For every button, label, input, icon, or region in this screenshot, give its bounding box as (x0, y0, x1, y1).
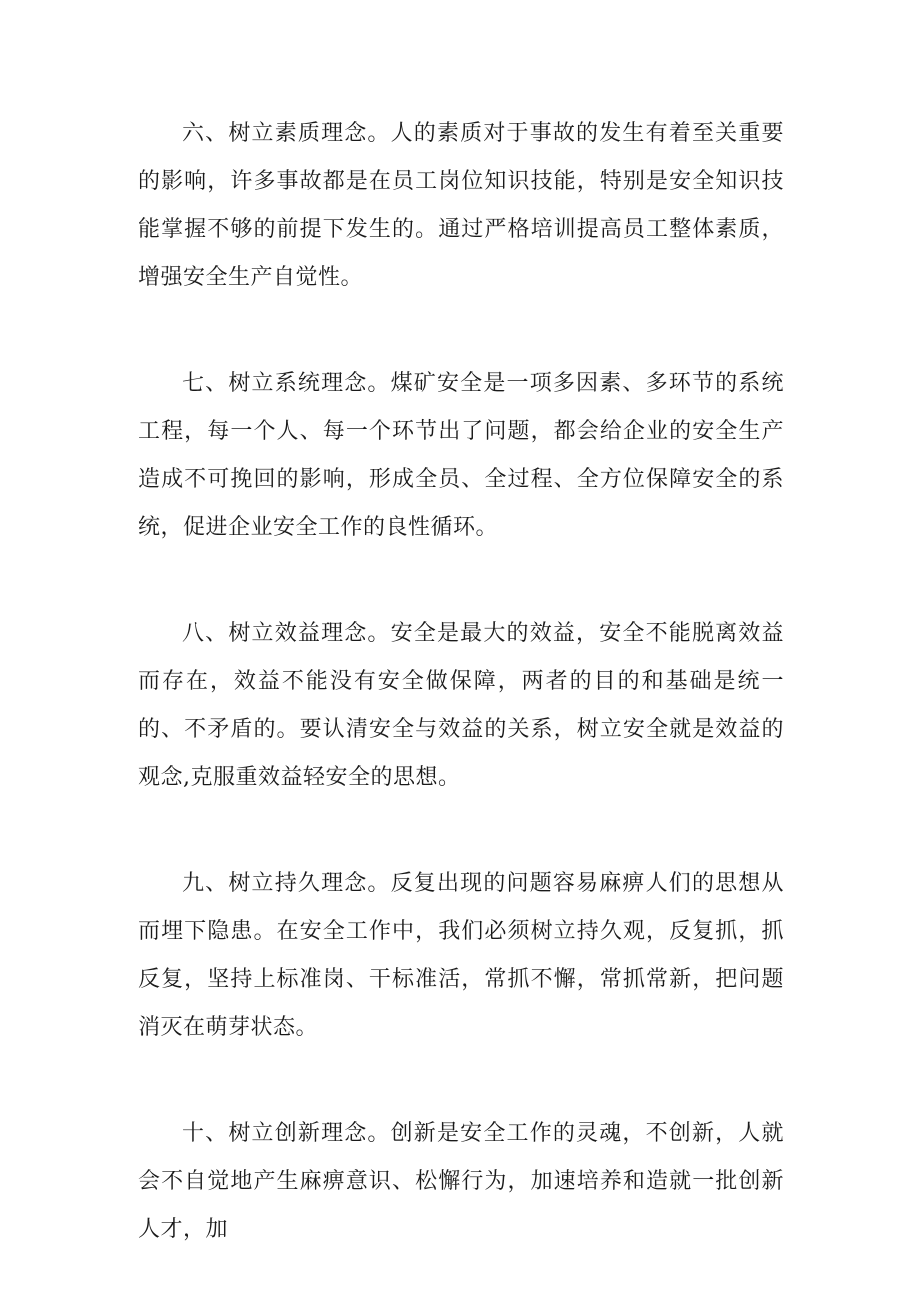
paragraph-benefit-concept: 八、树立效益理念。安全是最大的效益，安全不能脱离效益而存在，效益不能没有安全做保障，两者的目的和基础是统一的、不矛盾的。要认清安全与效益的关系，树立安全就是效益的观念,克服重效益轻安全的思想。 (138, 621, 784, 790)
paragraph-quality-concept: 六、树立素质理念。人的素质对于事故的发生有着至关重要的影响，许多事故都是在员工岗位知识技能，特别是安全知识技能掌握不够的前提下发生的。通过严格培训提高员工整体素质，增强安全生产自觉性。 (138, 121, 784, 290)
document-body (138, 110, 784, 1312)
paragraph-system-concept: 七、树立系统理念。煤矿安全是一项多因素、多环节的系统工程，每一个人、每一个环节出了问题，都会给企业的安全生产造成不可挽回的影响，形成全员、全过程、全方位保障安全的系统，促进企业安全工作的良性循环。 (138, 371, 784, 540)
paragraph-innovation-concept: 十、树立创新理念。创新是安全工作的灵魂，不创新，人就会不自觉地产生麻痹意识、松懈行为，加速培养和造就一批创新人才，加 (138, 1121, 784, 1242)
paragraph-persistence-concept: 九、树立持久理念。反复出现的问题容易麻痹人们的思想从而埋下隐患。在安全工作中，我们必须树立持久观，反复抓，抓反复，坚持上标准岗、干标准活，常抓不懈，常抓常新，把问题消灭在萌芽状态。 (138, 871, 784, 1040)
